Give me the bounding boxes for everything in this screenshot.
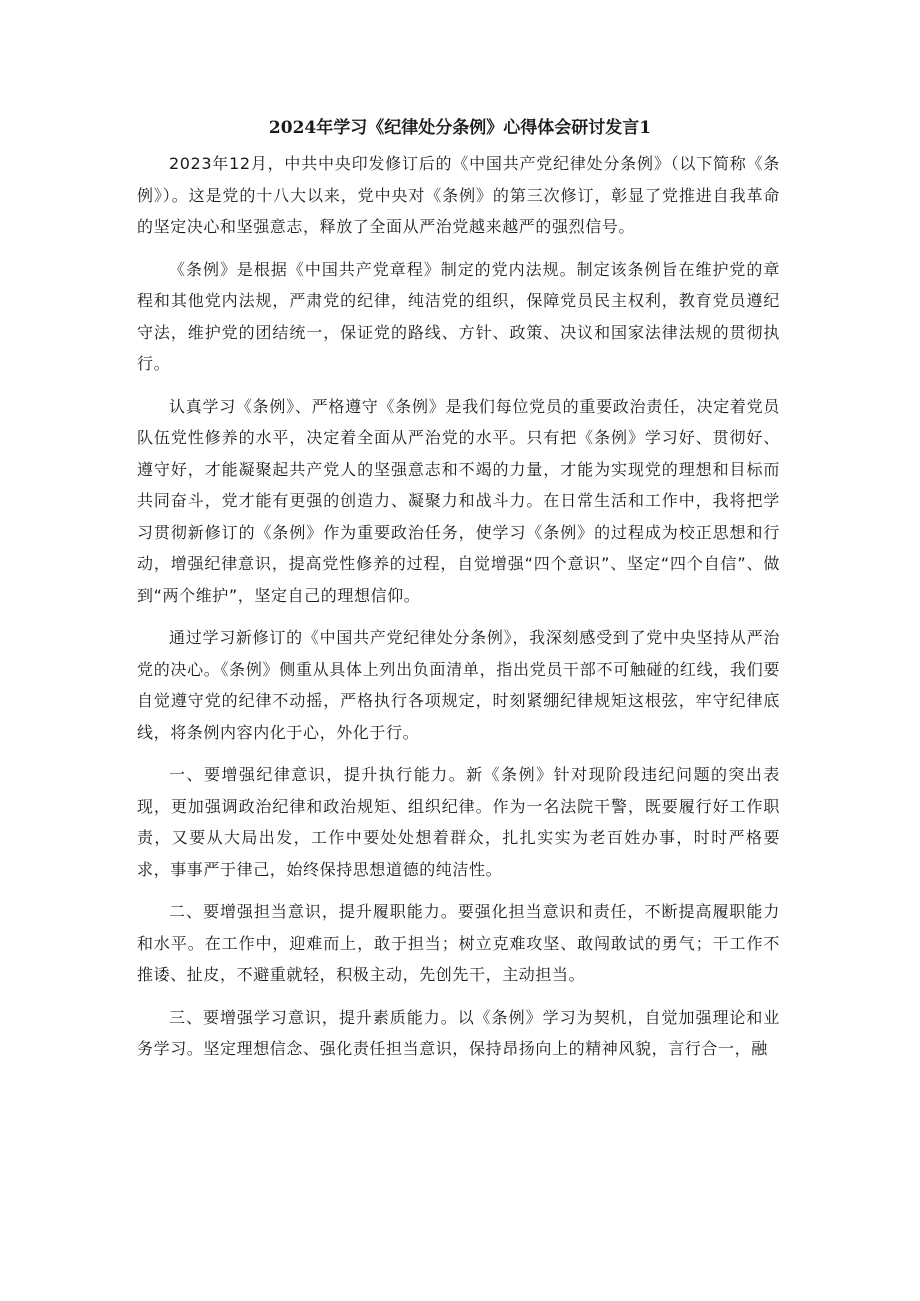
paragraph-7: 三、要增强学习意识，提升素质能力。以《条例》学习为契机，自觉加强理论和业务学习。坚定理想信念、强化责任担当意识，保持昂扬向上的精神风貌，言行合一，融 bbox=[137, 1007, 780, 1058]
paragraph-5: 一、要增强纪律意识，提升执行能力。新《条例》针对现阶段违纪问题的突出表现，更加强调政治纪律和政治规矩、组织纪律。作为一名法院干警，既要履行好工作职责，又要从大局出发，工作中要处处想着群众，扎扎实实为老百姓办事，时时严格要求，事事严于律己，始终保持思想道德的纯洁性。 bbox=[137, 765, 780, 879]
paragraph-3: 认真学习《条例》、严格遵守《条例》是我们每位党员的重要政治责任，决定着党员队伍党性修养的水平，决定着全面从严治党的水平。只有把《条例》学习好、贯彻好、遵守好，才能凝聚起共产党人的坚强意志和不竭的力量，才能为实现党的理想和目标而共同奋斗，党才能有更强的创造力、凝聚力和战斗力。在日常生活和工作中，我将把学习贯彻新修订的《条例》作为重要政治任务，使学习《条例》的过程成为校正思想和行动，增强纪律意识，提高党性修养的过程，自觉增强“四个意识”、坚定“四个自信”、做到“两个维护”，坚定自己的理想信仰。 bbox=[137, 396, 780, 605]
paragraph-4: 通过学习新修订的《中国共产党纪律处分条例》，我深刻感受到了党中央坚持从严治党的决心。《条例》侧重从具体上列出负面清单，指出党员干部不可触碰的红线，我们要自觉遵守党的纪律不动摇，严格执行各项规定，时刻紧绷纪律规矩这根弦，牢守纪律底线，将条例内容内化于心，外化于行。 bbox=[137, 628, 780, 742]
paragraph-6: 二、要增强担当意识，提升履职能力。要强化担当意识和责任，不断提高履职能力和水平。在工作中，迎难而上，敢于担当；树立克难攻坚、敢闯敢试的勇气；干工作不推诿、扯皮，不避重就轻，积极主动，先创先干，主动担当。 bbox=[137, 902, 780, 984]
document-body bbox=[137, 148, 780, 1076]
document-title: 2024年学习《纪律处分条例》心得体会研讨发言1 bbox=[268, 118, 652, 138]
paragraph-1: 2023年12月，中共中央印发修订后的《中国共产党纪律处分条例》（以下简称《条例》）。这是党的十八大以来，党中央对《条例》的第三次修订，彰显了党推进自我革命的坚定决心和坚强意志，释放了全面从严治党越来越严的强烈信号。 bbox=[137, 154, 780, 236]
paragraph-2: 《条例》是根据《中国共产党章程》制定的党内法规。制定该条例旨在维护党的章程和其他党内法规，严肃党的纪律，纯洁党的组织，保障党员民主权利，教育党员遵纪守法，维护党的团结统一，保证党的路线、方针、政策、决议和国家法律法规的贯彻执行。 bbox=[137, 259, 780, 373]
